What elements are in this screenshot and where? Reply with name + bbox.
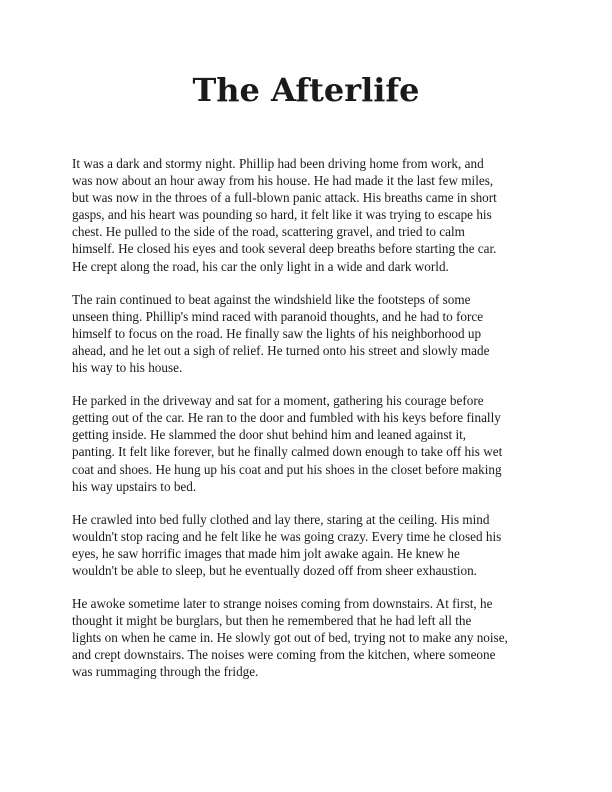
paragraph-5: He awoke sometime later to strange noises coming from downstairs. At first, he thought it might be burglars, but then he remembered that he had left all the lights on when he came in. He slowly got out of bed, trying not to make any noise, and crept downstairs. The noises were coming from the kitchen, where someone was rummaging through the fridge.: [72, 596, 508, 680]
story-body: [72, 155, 542, 697]
paragraph-2: The rain continued to beat against the windshield like the footsteps of some unseen thing. Phillip's mind raced with paranoid thoughts, and he had to force himself to focus on the road. He finally saw the lights of his neighborhood up ahead, and he let out a sigh of relief. He turned onto his street and slowly made his way to his house.: [72, 291, 490, 376]
paragraph-3: He parked in the driveway and sat for a moment, gathering his courage before getting out of the car. He ran to the door and fumbled with his keys before finally getting inside. He slammed the door shut behind him and leaned against it, panting. It felt like forever, but he finally calmed down enough to take off his wet coat and shoes. He hung up his coat and put his shoes in the closet before making his way upstairs to bed.: [72, 393, 503, 494]
page-title: The Afterlife: [192, 71, 420, 109]
paragraph-1: It was a dark and stormy night. Phillip had been driving home from work, and was now about an hour away from his house. He had made it the last few miles, but was now in the throes of a full-blown panic attack. His breaths came in short gasps, and his heart was pounding so hard, it felt like it was trying to escape his chest. He pulled to the side of the road, scattering gravel, and tried to calm himself. He closed his eyes and took several deep breaths before starting the car. He crept along the road, his car the only light in a wide and dark world.: [72, 156, 497, 274]
paragraph-4: He crawled into bed fully clothed and lay there, staring at the ceiling. His mind wouldn't stop racing and he felt like he was going crazy. Every time he closed his eyes, he saw horrific images that made him jolt awake again. He knew he wouldn't be able to sleep, but he eventually dozed off from sheer exhaustion.: [72, 511, 502, 578]
